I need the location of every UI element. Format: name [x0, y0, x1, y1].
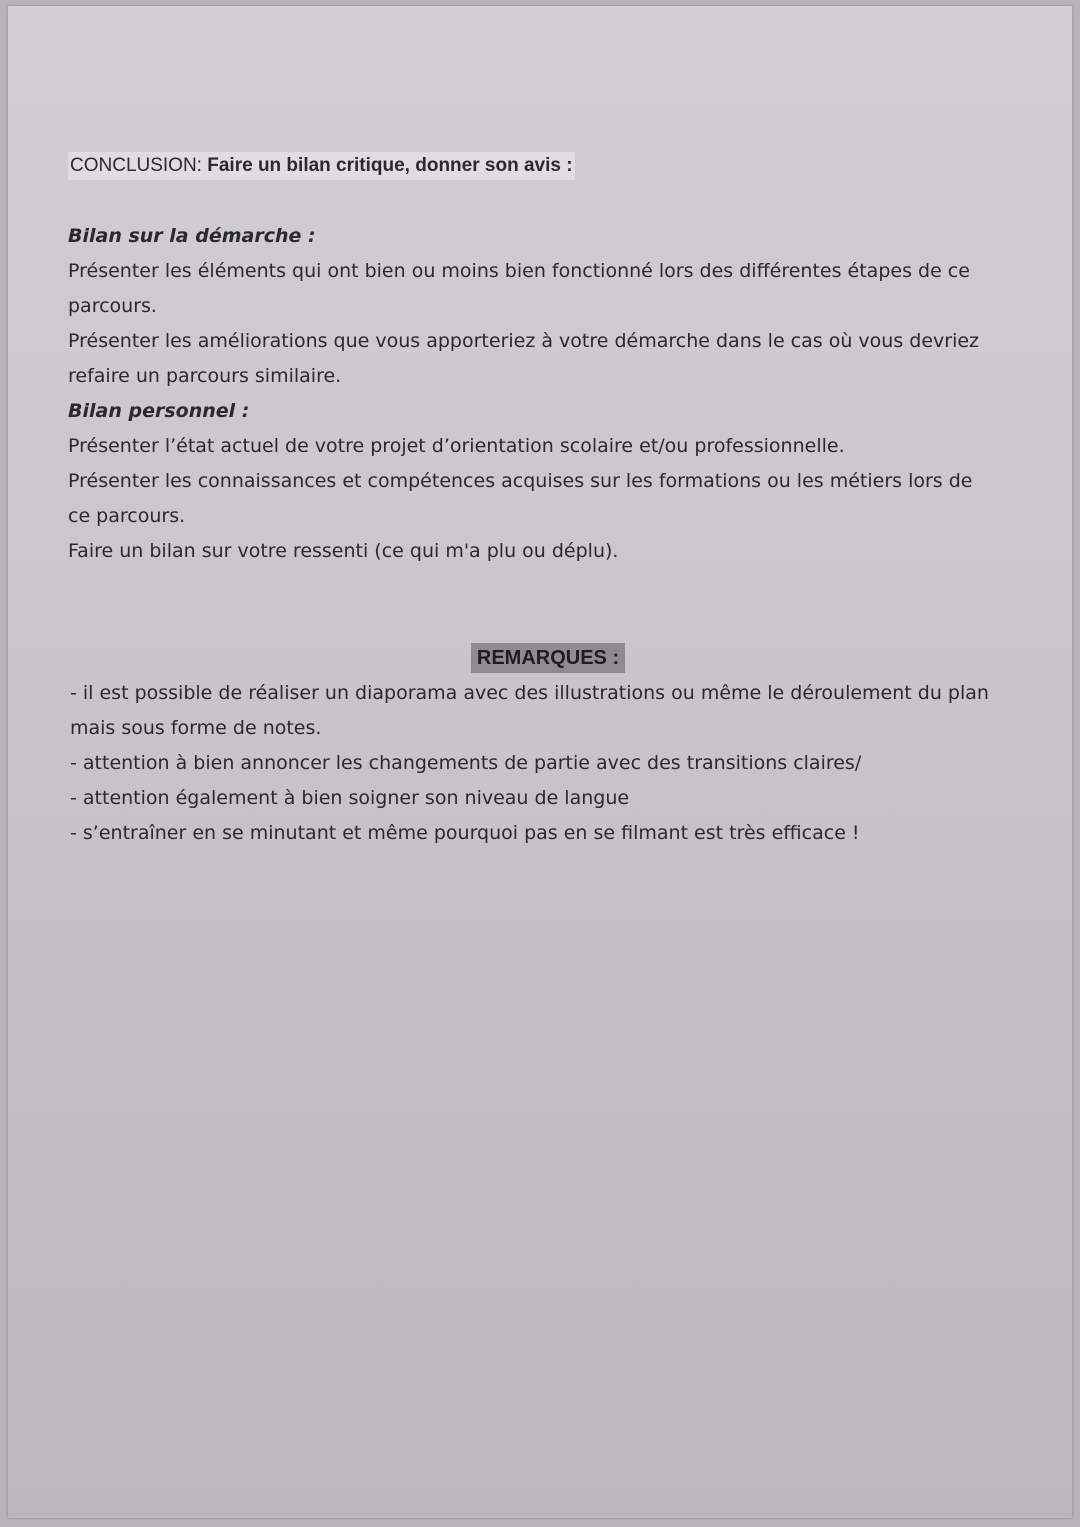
demarche-line: parcours.	[68, 295, 157, 317]
demarche-line: refaire un parcours similaire.	[68, 365, 342, 387]
remarques-heading-row	[8, 641, 1080, 676]
conclusion-label: CONCLUSION:	[70, 155, 202, 176]
spacer	[68, 569, 1028, 641]
remarque-line: - s’entraîner en se minutant et même pourquoi pas en se filmant est très efficace !	[70, 822, 860, 844]
demarche-line: Présenter les éléments qui ont bien ou moins bien fonctionné lors des différentes étapes de ce	[68, 260, 970, 282]
personnel-line: Présenter les connaissances et compétences acquises sur les formations ou les métiers lors de	[68, 470, 973, 492]
personnel-line: ce parcours.	[68, 505, 186, 527]
conclusion-heading	[68, 152, 575, 180]
demarche-subtitle: Bilan sur la démarche :	[68, 225, 316, 247]
spacer	[68, 183, 1028, 219]
demarche-line: Présenter les améliorations que vous apporteriez à votre démarche dans le cas où vous devriez	[68, 330, 980, 352]
conclusion-heading-row	[68, 148, 1028, 183]
conclusion-title: Faire un bilan critique, donner son avis :	[201, 155, 573, 176]
personnel-line: Présenter l’état actuel de votre projet d’orientation scolaire et/ou professionnelle.	[68, 435, 845, 457]
personnel-subtitle: Bilan personnel :	[68, 400, 250, 422]
document-body	[68, 148, 1028, 851]
paper-sheet	[8, 6, 1072, 1518]
remarque-line: - il est possible de réaliser un diaporama avec des illustrations ou même le déroulement du plan	[70, 682, 989, 704]
remarques-heading: REMARQUES :	[471, 643, 625, 673]
personnel-line: Faire un bilan sur votre ressenti (ce qui m'a plu ou déplu).	[68, 540, 619, 562]
remarque-line: - attention à bien annoncer les changements de partie avec des transitions claires/	[70, 752, 862, 774]
remarque-line: mais sous forme de notes.	[70, 717, 322, 739]
remarque-line: - attention également à bien soigner son niveau de langue	[70, 787, 630, 809]
